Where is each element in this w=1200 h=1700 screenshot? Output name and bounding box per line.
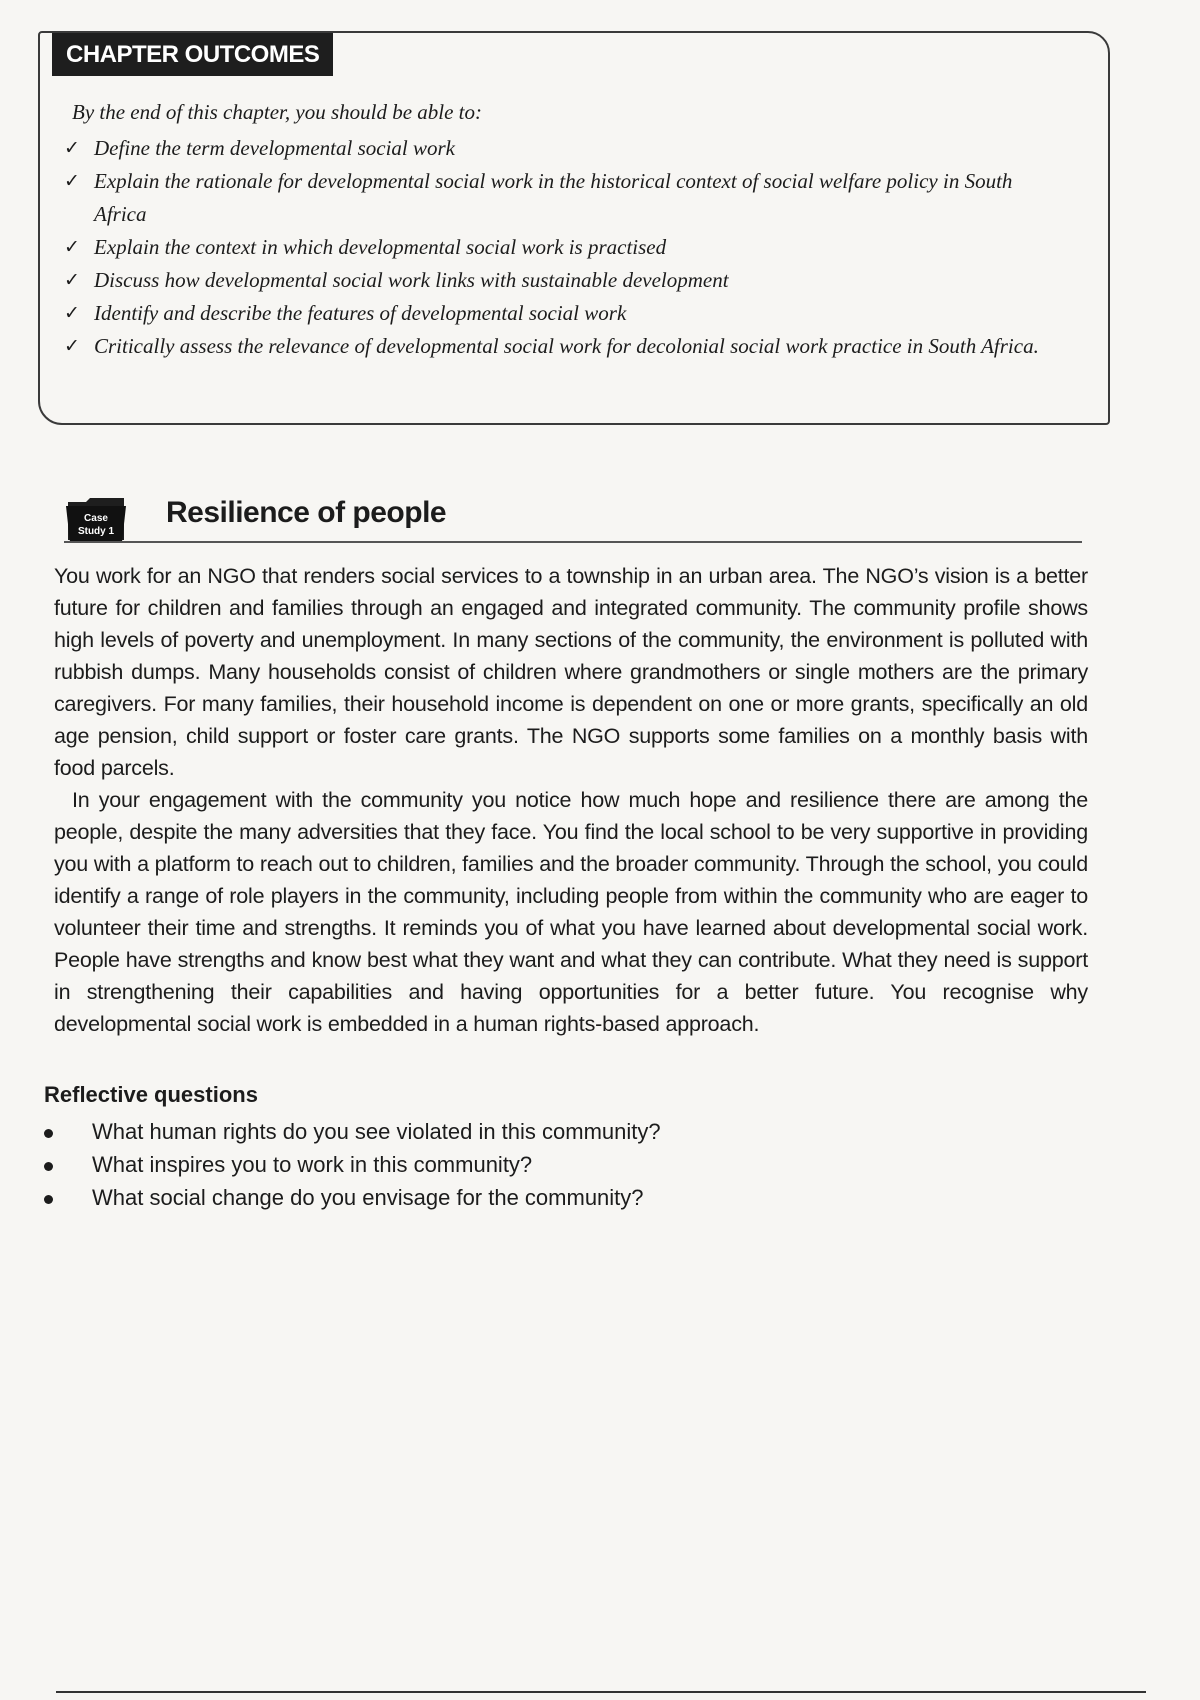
reflective-question	[40, 1181, 661, 1214]
outcome-item	[62, 297, 1062, 330]
chapter-outcomes-label: CHAPTER OUTCOMES	[52, 33, 333, 76]
case-study-paragraph: In your engagement with the community you notice how much hope and resilience there are among the people, despite the many adversities that they face. You find the local school to be very supportive in providing you with a platform to reach out to children, families and the broader community. Through the school, you could identify a range of role players in the community, including people from within the community who are eager to volunteer their time and strengths. It reminds you of what you have learned about developmental social work. People have strengths and know best what they want and what they can contribute. What they need is support in strengthening their capabilities and having opportunities for a better future. You recognise why developmental social work is embedded in a human rights-based approach.	[54, 788, 1088, 1036]
checkmark-icon: ✓	[64, 236, 80, 258]
case-study-body	[54, 560, 1088, 1040]
outcome-item	[62, 132, 1062, 165]
outcome-text: Define the term developmental social work	[94, 136, 455, 160]
reflective-question	[40, 1148, 661, 1181]
outcome-item	[62, 330, 1062, 363]
reflective-question	[40, 1115, 661, 1148]
footer-rule	[56, 1691, 1146, 1693]
reflective-question-text: What inspires you to work in this community?	[92, 1152, 533, 1177]
case-study-paragraph: You work for an NGO that renders social services to a township in an urban area. The NGO’s vision is a better future for children and families through an engaged and integrated community. The community profile shows high levels of poverty and unemployment. In many sections of the community, the environment is polluted with rubbish dumps. Many households consist of children where grandmothers or single mothers are the primary caregivers. For many families, their household income is dependent on one or more grants, specifically an old age pension, child support or foster care grants. The NGO supports some families on a monthly basis with food parcels.	[54, 564, 1088, 780]
case-study-badge-line2: Study 1	[77, 526, 115, 537]
outcome-text: Explain the rationale for developmental social work in the historical context of social welfare policy in South Africa	[94, 169, 1013, 226]
outcome-item	[62, 231, 1062, 264]
outcome-item	[62, 264, 1062, 297]
reflective-question-text: What human rights do you see violated in this community?	[92, 1119, 661, 1144]
outcome-text: Identify and describe the features of developmental social work	[94, 301, 627, 325]
reflective-question-text: What social change do you envisage for the community?	[92, 1185, 644, 1210]
checkmark-icon: ✓	[64, 302, 80, 324]
outcome-text: Discuss how developmental social work links with sustainable development	[94, 268, 729, 292]
bullet-icon	[44, 1129, 53, 1138]
case-study-divider	[64, 541, 1082, 543]
checkmark-icon: ✓	[64, 335, 80, 357]
bullet-icon	[44, 1162, 53, 1171]
checkmark-icon: ✓	[64, 137, 80, 159]
case-study-folder-icon	[64, 496, 128, 542]
outcome-text: Critically assess the relevance of developmental social work for decolonial social work practice in South Africa.	[94, 334, 1039, 358]
bullet-icon	[44, 1195, 53, 1204]
outcome-text: Explain the context in which developmental social work is practised	[94, 235, 667, 259]
case-study-badge-line1: Case	[84, 513, 108, 524]
case-study-title: Resilience of people	[166, 496, 447, 529]
reflective-questions-heading: Reflective questions	[44, 1082, 258, 1107]
reflective-questions-list	[40, 1115, 661, 1214]
checkmark-icon: ✓	[64, 269, 80, 291]
checkmark-icon: ✓	[64, 170, 80, 192]
chapter-outcomes-list	[62, 132, 1062, 363]
chapter-outcomes-intro: By the end of this chapter, you should be able to:	[72, 100, 483, 124]
outcome-item	[62, 165, 1062, 231]
